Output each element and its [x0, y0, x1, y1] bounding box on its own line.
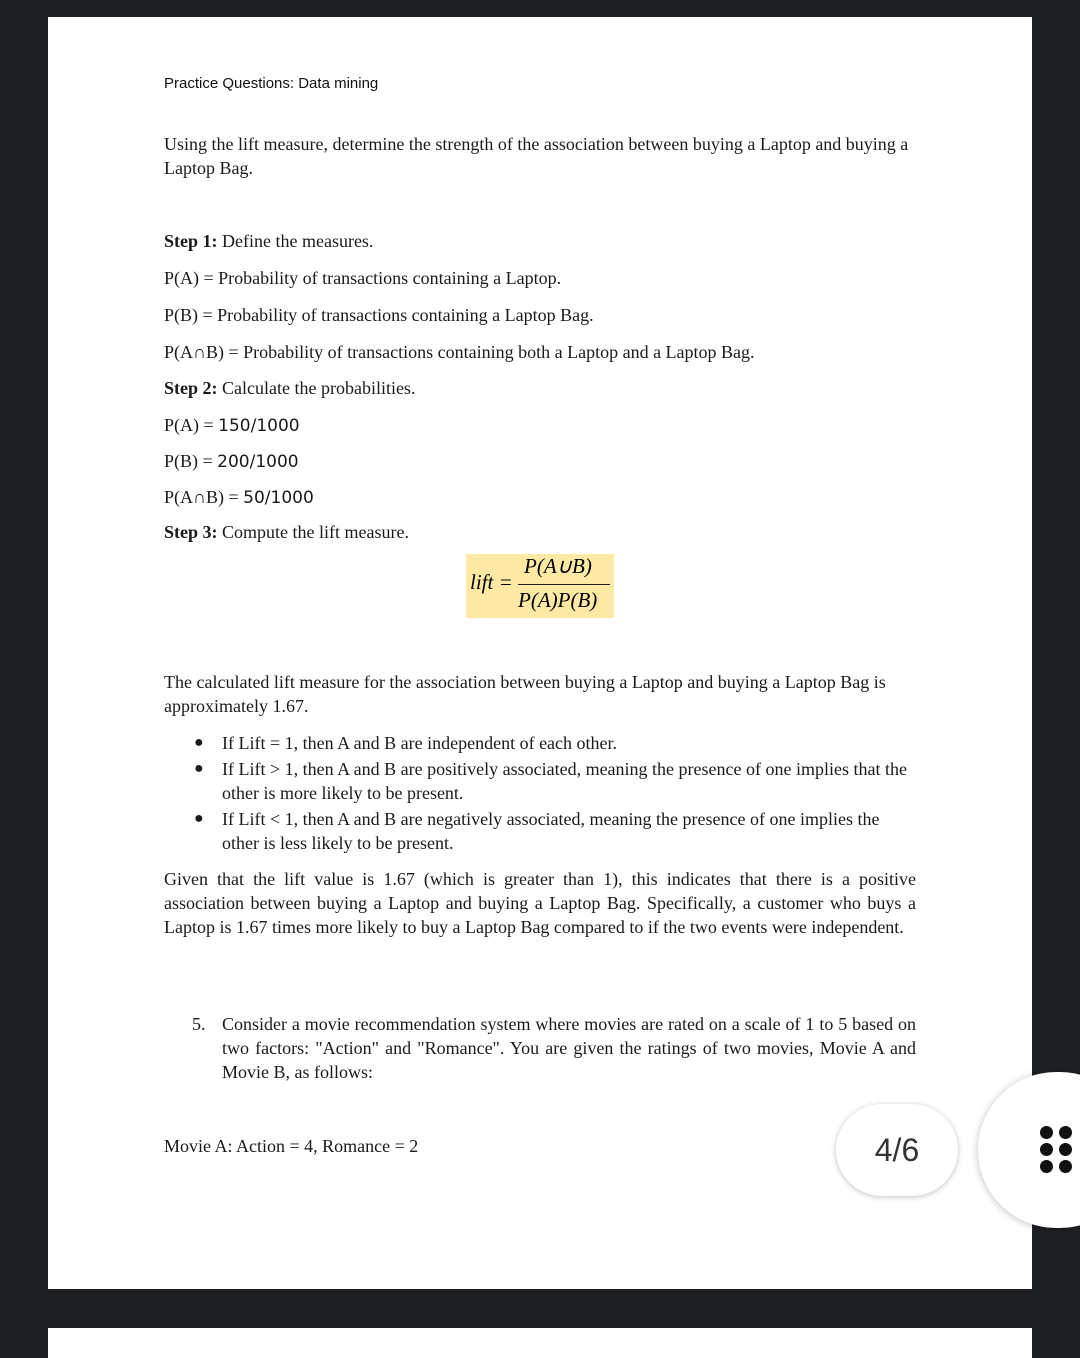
step1-label: Step 1: — [164, 231, 218, 251]
list-item — [164, 757, 916, 805]
list-item-text: If Lift = 1, then A and B are independent of each other. — [222, 733, 618, 753]
step1-line — [164, 229, 373, 253]
question-5-text: Consider a movie recommendation system where movies are rated on a scale of 1 to 5 based on two factors: "Action" and "Romance". You are given the ratings of two movies, Movie A and Movie B, as follows: — [222, 1014, 916, 1082]
step3-line — [164, 520, 409, 544]
list-item — [164, 731, 916, 755]
step1-text: Define the measures. — [217, 231, 374, 251]
probability-ab-value: 50/1000 — [243, 488, 314, 508]
bullet-icon: ● — [194, 810, 204, 827]
question-5 — [192, 1012, 916, 1084]
fraction-bar — [518, 584, 610, 585]
probability-ab-label: P(A∩B) = — [164, 487, 244, 507]
probability-b-value: 200/1000 — [217, 452, 299, 472]
definition-b: P(B) = Probability of transactions containing a Laptop Bag. — [164, 305, 594, 325]
movie-a-ratings: Movie A: Action = 4, Romance = 2 — [164, 1136, 419, 1156]
formula-equals: = — [500, 570, 512, 594]
list-item — [164, 807, 916, 855]
formula-denominator: P(A)P(B) — [518, 588, 598, 612]
question-5-number: 5. — [192, 1014, 206, 1034]
bullet-icon: ● — [194, 734, 204, 751]
page-indicator[interactable]: 4/6 — [836, 1104, 958, 1196]
step2-label: Step 2: — [164, 378, 218, 398]
lift-interpretation-list — [164, 731, 916, 857]
definition-a: P(A) = Probability of transactions containing a Laptop. — [164, 268, 562, 288]
formula-numerator: P(A∪B) — [524, 554, 592, 578]
probability-ab — [164, 485, 314, 510]
list-item-text: If Lift < 1, then A and B are negatively associated, meaning the presence of one implies the other is less likely to be present. — [222, 809, 880, 853]
conclusion-text: Given that the lift value is 1.67 (which is greater than 1), this indicates that there is a positive association between buying a Laptop and buying a Laptop Bag. Specifically, a customer who buys a Laptop is 1.67 times more likely to buy a Laptop Bag compared to if the two events were independent. — [164, 869, 916, 937]
step3-label: Step 3: — [164, 522, 218, 542]
probability-a-value: 150/1000 — [218, 416, 300, 436]
lift-formula — [466, 554, 614, 618]
question-text: Using the lift measure, determine the strength of the association between buying a Laptop and buying a Laptop Bag. — [164, 134, 909, 178]
next-page-edge — [48, 1328, 1032, 1358]
probability-b-label: P(B) = — [164, 451, 218, 471]
result-text: The calculated lift measure for the association between buying a Laptop and buying a Laptop Bag is approximately 1.67. — [164, 672, 886, 716]
formula-lhs: lift — [470, 570, 494, 594]
probability-a-label: P(A) = — [164, 415, 219, 435]
step2-line — [164, 376, 415, 400]
more-dots-icon[interactable] — [1040, 1126, 1074, 1174]
document-page — [48, 17, 1032, 1289]
definition-ab: P(A∩B) = Probability of transactions containing both a Laptop and a Laptop Bag. — [164, 342, 755, 362]
step2-text: Calculate the probabilities. — [217, 378, 416, 398]
bullet-icon: ● — [194, 760, 204, 777]
probability-b — [164, 449, 299, 474]
page-header: Practice Questions: Data mining — [164, 75, 379, 92]
step3-text: Compute the lift measure. — [217, 522, 409, 542]
probability-a — [164, 413, 300, 438]
list-item-text: If Lift > 1, then A and B are positively associated, meaning the presence of one implies that the other is more likely to be present. — [222, 759, 907, 803]
